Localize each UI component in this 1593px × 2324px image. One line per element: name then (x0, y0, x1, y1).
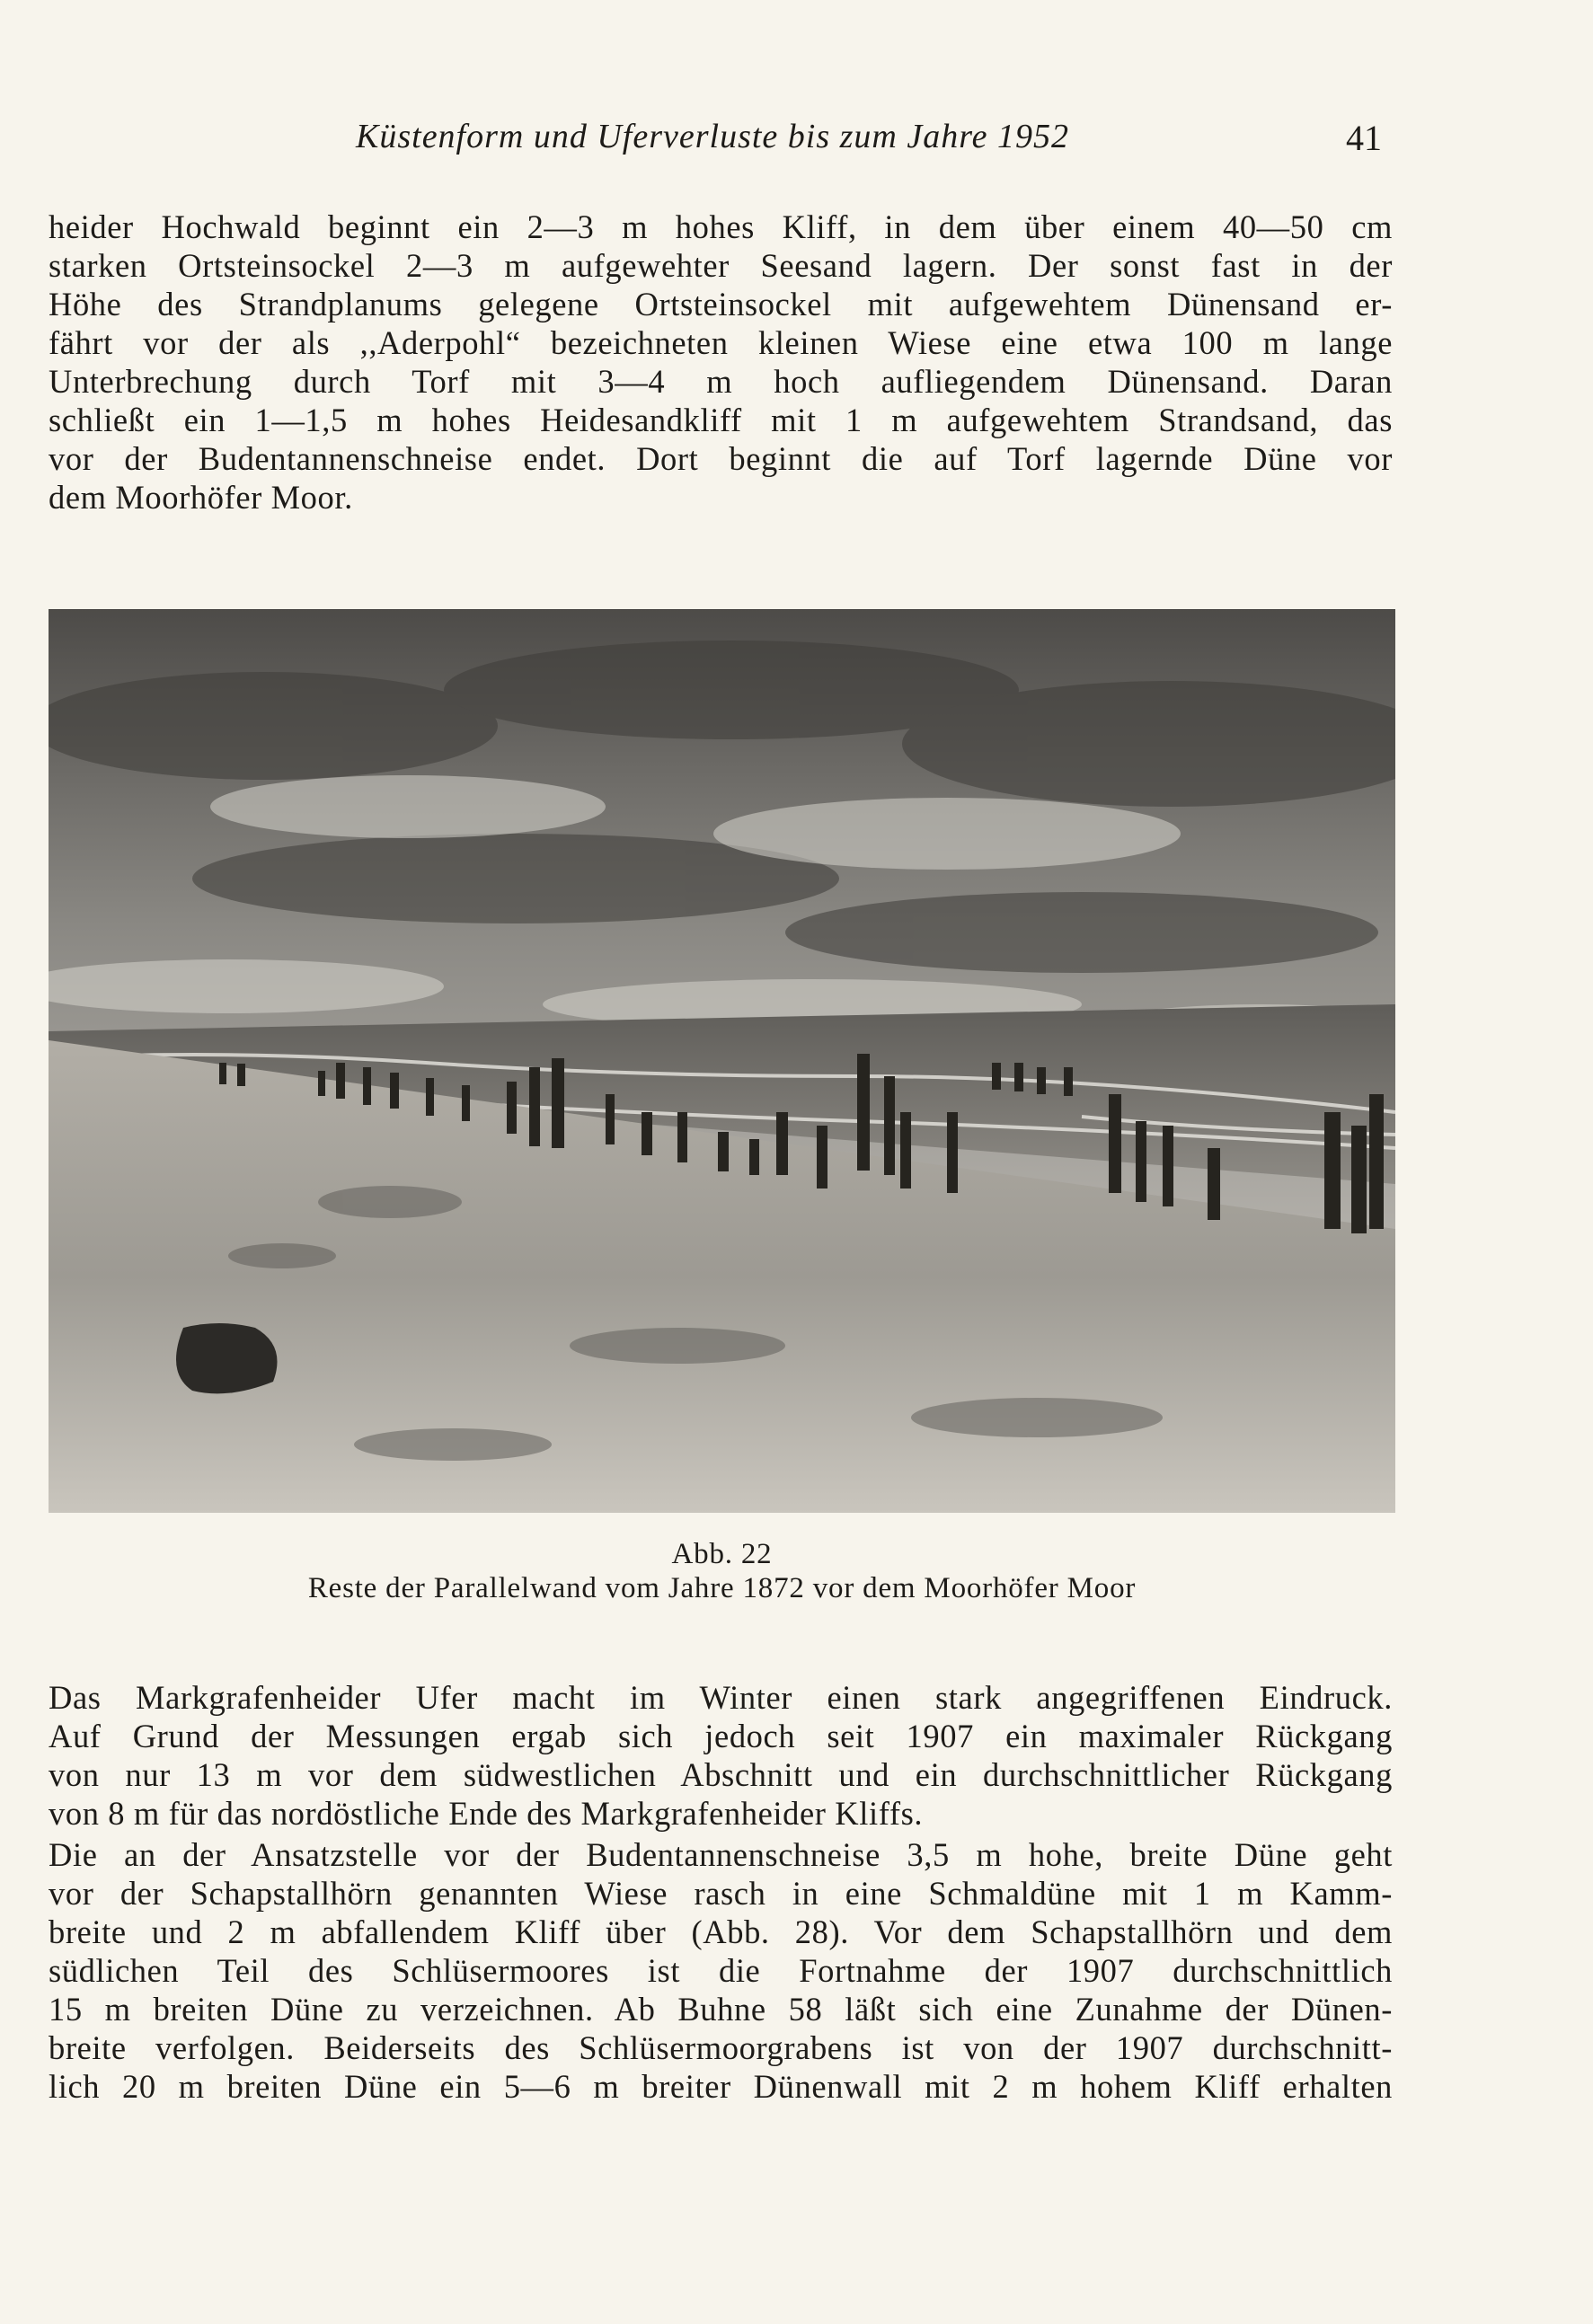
text-line: starken Ortsteinsockel 2—3 m aufgewehter Seesand lagern. Der sonst fast in der (49, 247, 1393, 284)
text-line: 15 m breiten Düne zu verzeichnen. Ab Buhne 58 läßt sich eine Zunahme der Dünen- (49, 1991, 1393, 2028)
paragraph-1 (49, 208, 1393, 517)
text-line: Das Markgrafenheider Ufer macht im Winter einen stark angegriffenen Eindruck. (49, 1679, 1393, 1716)
text-line: von 8 m für das nordöstliche Ende des Markgrafenheider Kliffs. (49, 1795, 924, 1832)
text-line: Die an der Ansatzstelle vor der Budentannenschneise 3,5 m hohe, breite Düne geht (49, 1836, 1393, 1873)
text-line: breite verfolgen. Beiderseits des Schlüsermoorgrabens ist von der 1907 durchschnitt- (49, 2029, 1393, 2066)
running-title: Küstenform und Uferverluste bis zum Jahre 1952 (356, 118, 1069, 155)
text-line: fährt vor der als ,,Aderpohl“ bezeichneten kleinen Wiese eine etwa 100 m lange (49, 324, 1393, 361)
text-line: lich 20 m breiten Düne ein 5—6 m breiter Dünenwall mit 2 m hohem Kliff erhalten (49, 2068, 1393, 2105)
running-header (0, 117, 1593, 171)
text-line: vor der Schapstallhörn genannten Wiese rasch in eine Schmaldüne mit 1 m Kamm- (49, 1875, 1393, 1912)
paragraph-2 (49, 1678, 1393, 1833)
text-line: dem Moorhöfer Moor. (49, 479, 353, 516)
paragraph-3 (49, 1835, 1393, 2106)
beach-groyne-photo (49, 609, 1395, 1513)
figure-caption: Reste der Parallelwand vom Jahre 1872 vor dem Moorhöfer Moor (307, 1572, 1137, 1604)
page-number: 41 (1346, 118, 1382, 158)
text-line: Höhe des Strandplanums gelegene Ortsteinsockel mit aufgewehtem Dünensand er- (49, 286, 1393, 323)
text-line: schließt ein 1—1,5 m hohes Heidesandkliff mit 1 m aufgewehtem Strandsand, das (49, 402, 1393, 438)
text-line: von nur 13 m vor dem südwestlichen Abschnitt und ein durchschnittlicher Rückgang (49, 1756, 1393, 1793)
text-line: breite und 2 m abfallendem Kliff über (Abb. 28). Vor dem Schapstallhörn und dem (49, 1913, 1393, 1950)
figure-photograph (49, 609, 1395, 1513)
text-line: vor der Budentannenschneise endet. Dort beginnt die auf Torf lagernde Düne vor (49, 440, 1393, 477)
text-line: Auf Grund der Messungen ergab sich jedoch seit 1907 ein maximaler Rückgang (49, 1718, 1393, 1754)
text-line: Unterbrechung durch Torf mit 3—4 m hoch aufliegendem Dünensand. Daran (49, 363, 1393, 400)
figure-label: Abb. 22 (671, 1538, 773, 1570)
text-line: südlichen Teil des Schlüsermoores ist die Fortnahme der 1907 durchschnittlich (49, 1952, 1393, 1989)
text-line: heider Hochwald beginnt ein 2—3 m hohes Kliff, in dem über einem 40—50 cm (49, 208, 1393, 245)
